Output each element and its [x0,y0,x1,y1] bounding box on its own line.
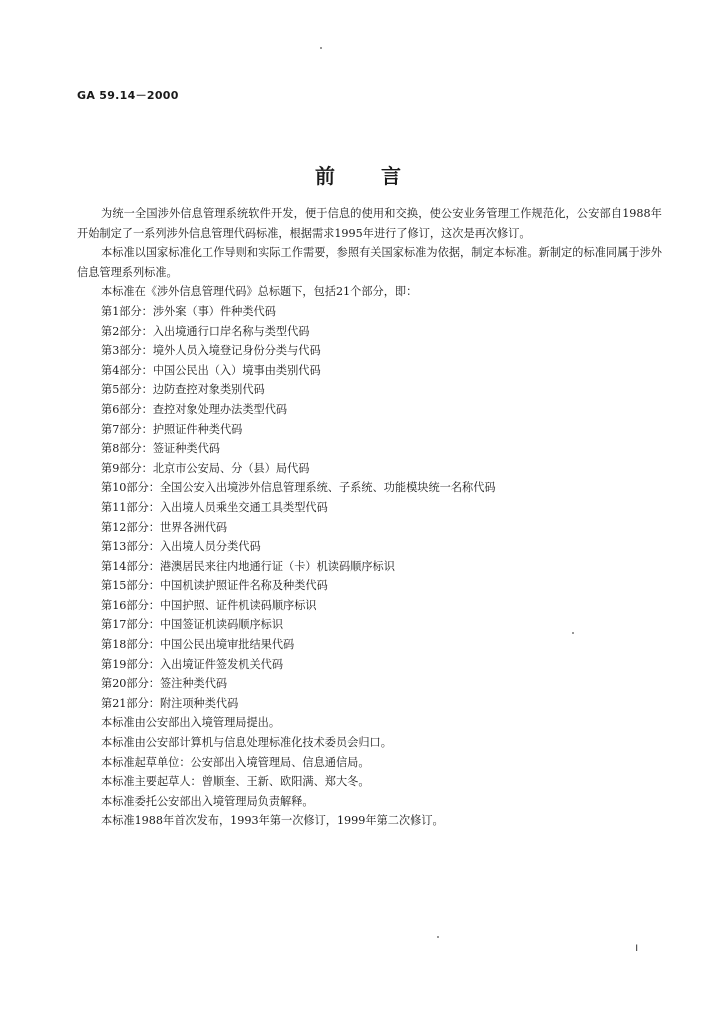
parts-list [77,302,662,713]
closing-line: 本标准1988年首次发布，1993年第一次修订，1999年第二次修订。 [101,814,444,828]
part-item: 第14部分：港澳居民来往内地通行证（卡）机读码顺序标识 [101,559,395,573]
part-item: 第13部分：入出境人员分类代码 [101,540,261,554]
part-item: 第15部分：中国机读护照证件名称及种类代码 [101,579,328,593]
scan-speck [572,632,574,634]
scan-speck [320,47,322,49]
part-item: 第19部分：入出境证件签发机关代码 [101,657,284,671]
part-item: 第3部分：境外人员入境登记身份分类与代码 [101,344,321,358]
paragraph-2: 本标准以国家标准化工作导则和实际工作需要，参照有关国家标准为依据，制定本标准。新制定的标准同属于涉外信息管理系列标准。 [77,246,662,279]
parts-intro-line: 本标准在《涉外信息管理代码》总标题下，包括21个部分，即： [101,285,418,299]
part-item: 第7部分：护照证件种类代码 [101,422,243,436]
part-item: 第10部分：全国公安入出境涉外信息管理系统、子系统、功能模块统一名称代码 [101,481,496,495]
part-item: 第5部分：边防查控对象类别代码 [101,383,265,397]
part-item: 第8部分：签证种类代码 [101,442,220,456]
part-item: 第4部分：中国公民出（入）境事由类别代码 [101,363,321,377]
foreword-body [77,204,662,831]
part-item: 第16部分：中国护照、证件机读码顺序标识 [101,598,317,612]
closing-line: 本标准主要起草人：曾顺奎、王新、欧阳满、郑大冬。 [101,775,370,789]
part-item: 第11部分：入出境人员乘坐交通工具类型代码 [101,500,328,514]
page-number: I [635,944,638,954]
part-item: 第6部分：查控对象处理办法类型代码 [101,402,288,416]
part-item: 第21部分：附注项种类代码 [101,696,239,710]
part-item: 第17部分：中国签证机读码顺序标识 [101,618,284,632]
closing-line: 本标准由公安部计算机与信息处理标准化技术委员会归口。 [101,736,392,750]
part-item: 第18部分：中国公民出境审批结果代码 [101,638,295,652]
standard-code: GA 59.14－2000 [77,89,179,102]
part-item: 第2部分：入出境通行口岸名称与类型代码 [101,324,310,338]
closing-line: 本标准起草单位：公安部出入境管理局、信息通信局。 [101,755,370,769]
scan-speck [437,936,439,938]
part-item: 第1部分：涉外案（事）件种类代码 [101,304,276,318]
closing-line: 本标准委托公安部出入境管理局负责解释。 [101,794,314,808]
part-item: 第9部分：北京市公安局、分（县）局代码 [101,461,310,475]
page-title: 前言 [315,164,447,188]
part-item: 第12部分：世界各洲代码 [101,520,228,534]
closing-line: 本标准由公安部出入境管理局提出。 [101,716,281,730]
closing-statements [77,713,662,831]
paragraph-1: 为统一全国涉外信息管理系统软件开发，便于信息的使用和交换，使公安业务管理工作规范化，公安部自1988年开始制定了一系列涉外信息管理代码标准，根据需求1995年进行了修订，这次是再次修订。 [77,207,662,240]
part-item: 第20部分：签注种类代码 [101,677,228,691]
